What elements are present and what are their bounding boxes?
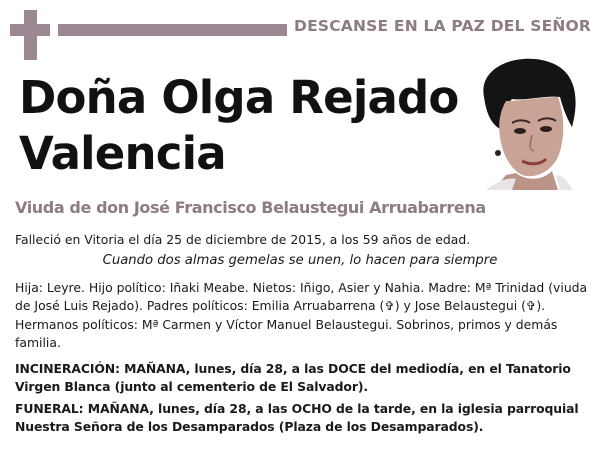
family-list: Hija: Leyre. Hijo político: Iñaki Meabe. Nietos: Iñigo, Asier y Nahia. Madre: Mª Trinidad (viuda de José Luis Rejado). Padres políticos: Emilia Arruabarrena (✞) y Jose Belaustegui (✞). Hermanos políticos: Mª Carmen y Víctor Manuel Belaustegui. Sobrinos, primos y demás familia. [15,280,588,351]
widow-subtitle: Viuda de don José Francisco Belaustegui Arruabarrena [15,198,486,217]
deceased-name-line1: Doña Olga Rejado [19,71,459,124]
memorial-quote: Cuando dos almas gemelas se unen, lo hacen para siempre [102,253,498,268]
header-divider-bar [58,24,287,36]
portrait-photo [476,57,584,190]
cross-icon-bar [10,24,50,36]
funeral-notice: FUNERAL: MAÑANA, lunes, día 28, a las OCHO de la tarde, en la iglesia parroquial Nuestra Señora de los Desamparados (Plaza de los Desamparados). [15,401,579,435]
header-banner: DESCANSE EN LA PAZ DEL SEÑOR [294,17,592,35]
portrait-illustration [476,57,584,190]
deceased-name [19,70,479,182]
death-notice: Falleció en Vitoria el día 25 de diciembre de 2015, a los 59 años de edad. [15,232,471,247]
cremation-notice: INCINERACIÓN: MAÑANA, lunes, día 28, a las DOCE del mediodía, en el Tanatorio Virgen Blanca (junto al cementerio de El Salvador). [15,361,571,395]
deceased-name-line2: Valencia [19,127,226,180]
